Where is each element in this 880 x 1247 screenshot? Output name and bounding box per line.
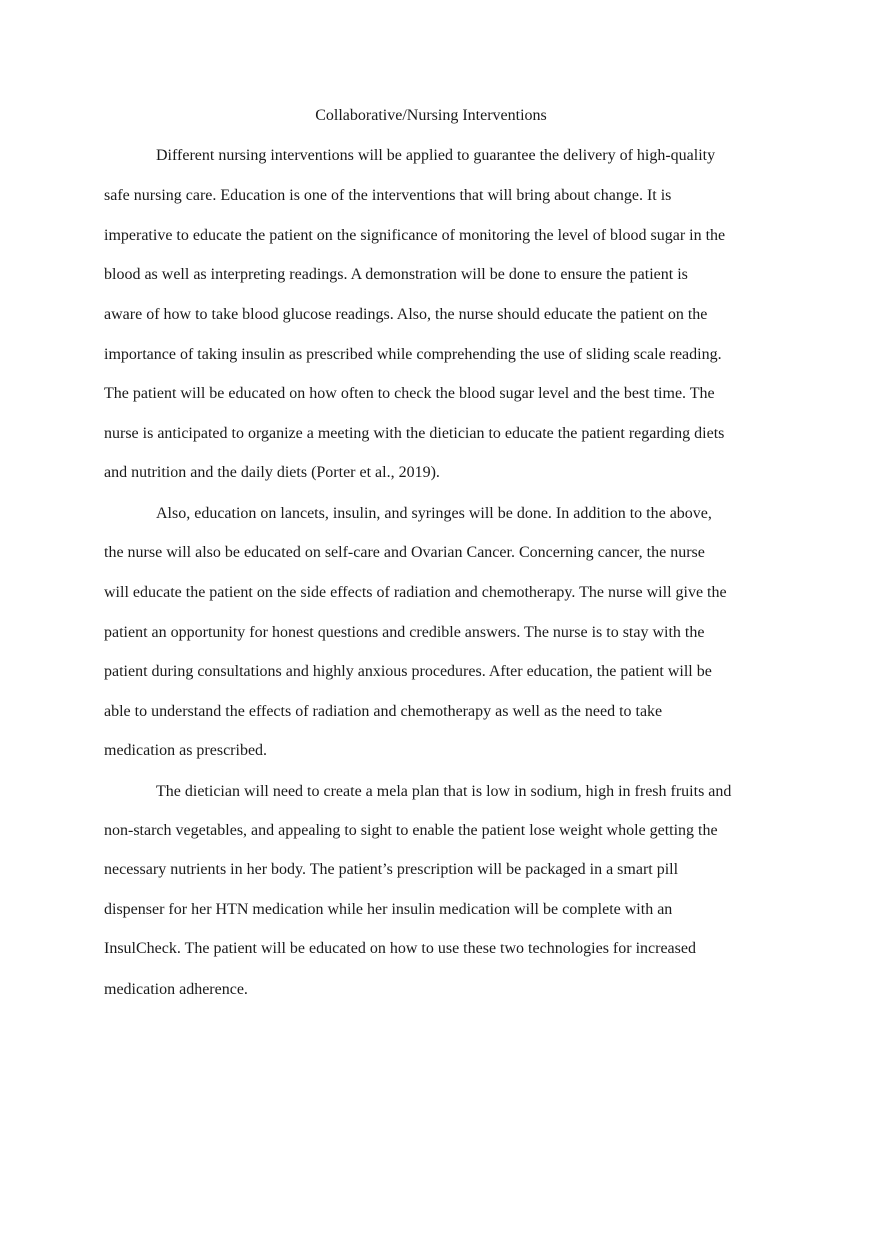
paragraph-1-line-2: safe nursing care. Education is one of the interventions that will bring about change. It is	[104, 187, 672, 204]
paragraph-1-line-4: blood as well as interpreting readings. A demonstration will be done to ensure the patient is	[104, 266, 688, 283]
paragraph-3-line-2: non-starch vegetables, and appealing to sight to enable the patient lose weight whole getting the	[104, 822, 718, 839]
paragraph-2-line-3: will educate the patient on the side effects of radiation and chemotherapy. The nurse will give the	[104, 584, 727, 601]
paragraph-1-line-3: imperative to educate the patient on the significance of monitoring the level of blood sugar in the	[104, 227, 726, 244]
paragraph-1-line-1: Different nursing interventions will be applied to guarantee the delivery of high-quality	[156, 147, 716, 164]
paragraph-3-line-6: medication adherence.	[104, 981, 248, 998]
paragraph-2-line-7: medication as prescribed.	[104, 742, 268, 759]
paragraph-2-line-6: able to understand the effects of radiation and chemotherapy as well as the need to take	[104, 703, 663, 720]
paragraph-2-line-1: Also, education on lancets, insulin, and syringes will be done. In addition to the above,	[156, 505, 712, 522]
paragraph-1-line-9: and nutrition and the daily diets (Porter et al., 2019).	[104, 464, 440, 481]
paragraph-1-line-6: importance of taking insulin as prescribed while comprehending the use of sliding scale reading.	[104, 346, 722, 363]
paragraph-2-line-2: the nurse will also be educated on self-care and Ovarian Cancer. Concerning cancer, the nurse	[104, 544, 705, 561]
paragraph-2-line-4: patient an opportunity for honest questions and credible answers. The nurse is to stay with the	[104, 624, 705, 641]
page-title: Collaborative/Nursing Interventions	[315, 107, 547, 124]
paragraph-3-line-5: InsulCheck. The patient will be educated on how to use these two technologies for increased	[104, 940, 696, 957]
paragraph-1-line-7: The patient will be educated on how often to check the blood sugar level and the best time. The	[104, 385, 715, 402]
paragraph-3-line-1: The dietician will need to create a mela plan that is low in sodium, high in fresh fruits and	[156, 783, 732, 800]
paragraph-2-line-5: patient during consultations and highly anxious procedures. After education, the patient will be	[104, 663, 712, 680]
paragraph-3-line-4: dispenser for her HTN medication while her insulin medication will be complete with an	[104, 901, 673, 918]
paragraph-1-line-8: nurse is anticipated to organize a meeting with the dietician to educate the patient regarding diets	[104, 425, 725, 442]
paragraph-3-line-3: necessary nutrients in her body. The patient’s prescription will be packaged in a smart pill	[104, 861, 679, 878]
paragraph-1-line-5: aware of how to take blood glucose readings. Also, the nurse should educate the patient on the	[104, 306, 708, 323]
